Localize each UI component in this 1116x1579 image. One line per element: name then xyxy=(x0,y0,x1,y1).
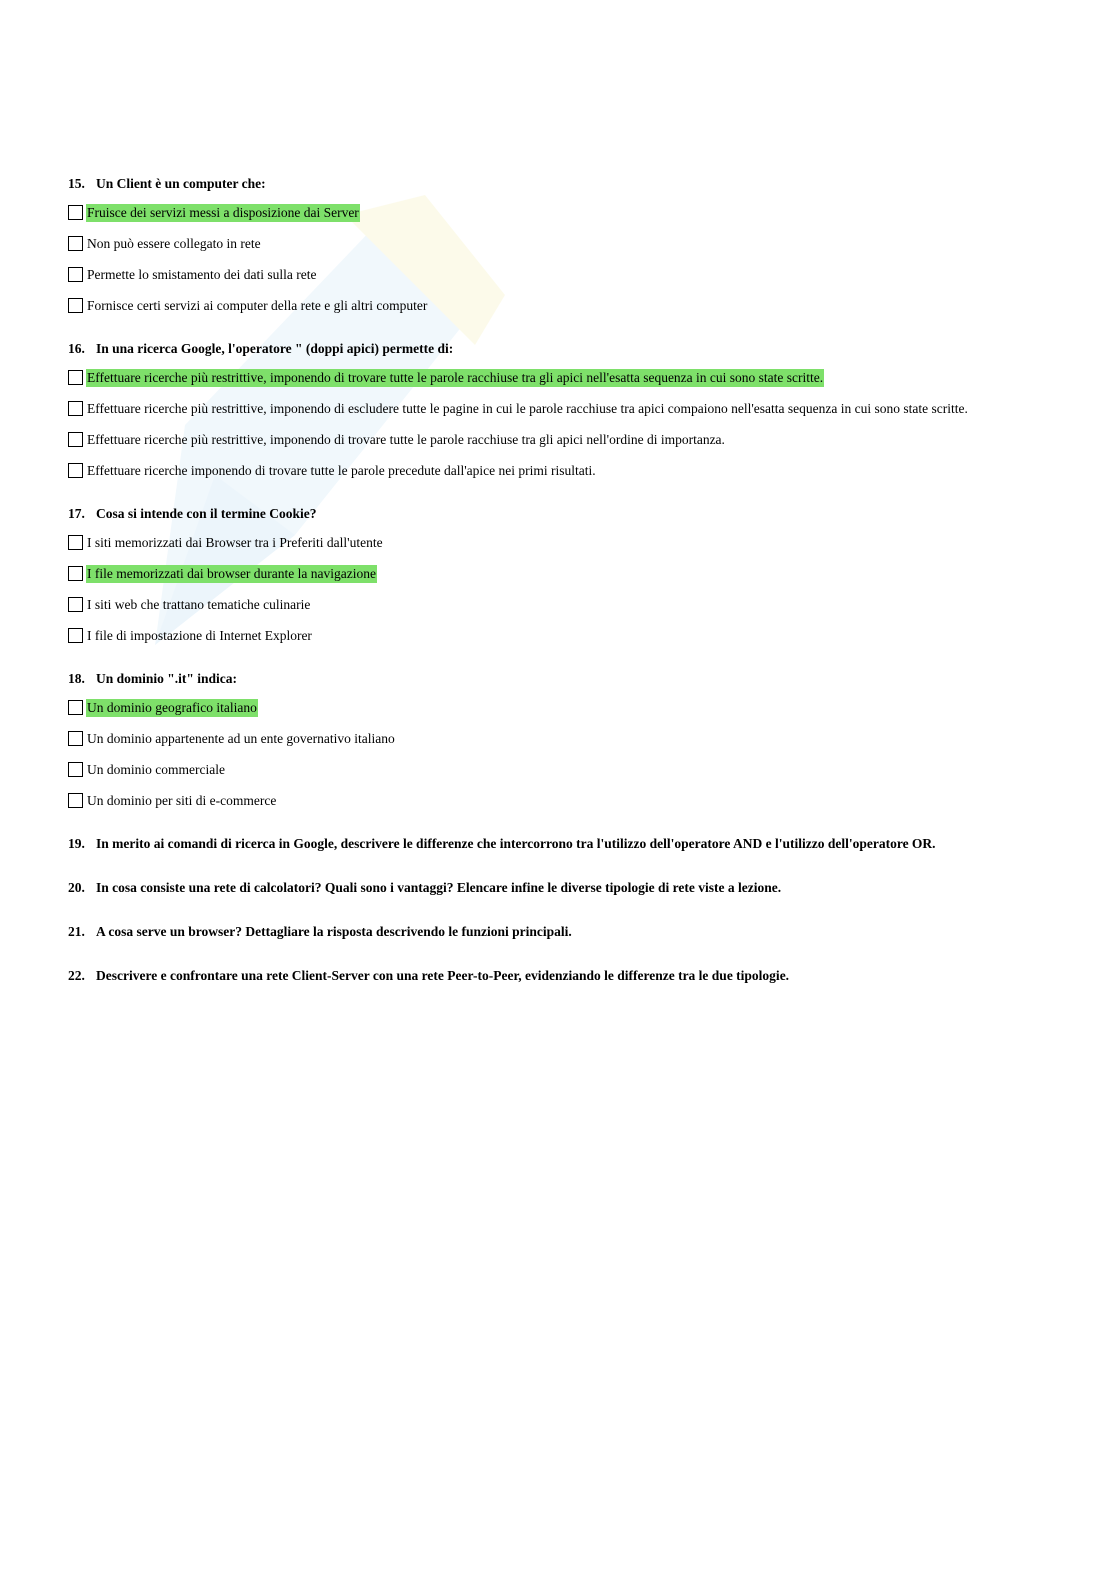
option-text: Non può essere collegato in rete xyxy=(87,235,261,251)
checkbox[interactable] xyxy=(68,628,83,643)
open-question-22 xyxy=(68,968,1068,984)
checkbox[interactable] xyxy=(68,700,83,715)
option-text: Un dominio commerciale xyxy=(87,761,225,777)
question-text: Cosa si intende con il termine Cookie? xyxy=(96,506,317,521)
question-number: 16. xyxy=(68,341,85,356)
option-text: I file di impostazione di Internet Explorer xyxy=(87,627,312,643)
question-number: 17. xyxy=(68,506,85,521)
question-text: In cosa consiste una rete di calcolatori? Quali sono i vantaggi? Elencare infine le diverse tipologie di rete viste a lezione. xyxy=(96,880,782,895)
question-16 xyxy=(68,341,1068,506)
option-text: Un dominio geografico italiano xyxy=(87,699,257,715)
question-number: 18. xyxy=(68,671,85,686)
option-text: I siti web che trattano tematiche culinarie xyxy=(87,596,311,612)
option-text: Effettuare ricerche più restrittive, imponendo di trovare tutte le parole racchiuse tra gli apici nell'esatta sequenza in cui sono state scritte. xyxy=(87,369,824,385)
checkbox[interactable] xyxy=(68,205,83,220)
answer-option[interactable] xyxy=(68,594,1068,615)
question-number: 20. xyxy=(68,880,85,895)
question-text: A cosa serve un browser? Dettagliare la risposta descrivendo le funzioni principali. xyxy=(96,924,572,939)
answer-option[interactable] xyxy=(68,367,1068,388)
option-text: Fornisce certi servizi ai computer della rete e gli altri computer xyxy=(87,297,428,313)
option-text: Permette lo smistamento dei dati sulla rete xyxy=(87,266,317,282)
option-text: Effettuare ricerche più restrittive, imponendo di trovare tutte le parole racchiuse tra gli apici nell'ordine di importanza. xyxy=(87,431,725,447)
open-question-19 xyxy=(68,836,1068,852)
answer-option[interactable] xyxy=(68,790,1068,811)
checkbox[interactable] xyxy=(68,597,83,612)
checkbox[interactable] xyxy=(68,731,83,746)
answer-option[interactable] xyxy=(68,460,1068,481)
checkbox[interactable] xyxy=(68,401,83,416)
question-text: In una ricerca Google, l'operatore " (doppi apici) permette di: xyxy=(96,341,454,356)
answer-option[interactable] xyxy=(68,429,1068,450)
checkbox[interactable] xyxy=(68,432,83,447)
question-number: 21. xyxy=(68,924,85,939)
option-text: Un dominio per siti di e-commerce xyxy=(87,792,277,808)
question-text: Un dominio ".it" indica: xyxy=(96,671,238,686)
open-question-21 xyxy=(68,924,1068,940)
question-heading xyxy=(68,176,1068,192)
checkbox[interactable] xyxy=(68,370,83,385)
checkbox[interactable] xyxy=(68,566,83,581)
checkbox[interactable] xyxy=(68,267,83,282)
option-text: Effettuare ricerche imponendo di trovare tutte le parole precedute dall'apice nei primi risultati. xyxy=(87,462,596,478)
checkbox[interactable] xyxy=(68,793,83,808)
answer-option[interactable] xyxy=(68,697,1068,718)
answer-option[interactable] xyxy=(68,563,1068,584)
answer-option[interactable] xyxy=(68,398,1068,419)
question-18 xyxy=(68,671,1068,836)
answer-option[interactable] xyxy=(68,532,1068,553)
option-text: Un dominio appartenente ad un ente governativo italiano xyxy=(87,730,395,746)
question-text: Un Client è un computer che: xyxy=(96,176,266,191)
question-number: 19. xyxy=(68,836,85,851)
question-heading xyxy=(68,671,1068,687)
option-text: I siti memorizzati dai Browser tra i Preferiti dall'utente xyxy=(87,534,383,550)
answer-option[interactable] xyxy=(68,295,1068,316)
question-17 xyxy=(68,506,1068,671)
answer-option[interactable] xyxy=(68,233,1068,254)
answer-option[interactable] xyxy=(68,202,1068,223)
question-text: Descrivere e confrontare una rete Client-Server con una rete Peer-to-Peer, evidenziando le differenze tra le due tipologie. xyxy=(96,968,790,983)
answer-option[interactable] xyxy=(68,759,1068,780)
checkbox[interactable] xyxy=(68,236,83,251)
checkbox[interactable] xyxy=(68,762,83,777)
option-text: Fruisce dei servizi messi a disposizione dai Server xyxy=(87,204,359,220)
answer-option[interactable] xyxy=(68,264,1068,285)
checkbox[interactable] xyxy=(68,298,83,313)
document-content xyxy=(68,176,1068,1012)
question-heading xyxy=(68,341,1068,357)
question-number: 15. xyxy=(68,176,85,191)
question-text: In merito ai comandi di ricerca in Google, descrivere le differenze che intercorrono tra l'utilizzo dell'operatore AND e l'utilizzo dell'operatore OR. xyxy=(96,836,936,851)
option-text: Effettuare ricerche più restrittive, imponendo di escludere tutte le pagine in cui le parole racchiuse tra apici compaiono nell'esatta sequenza in cui sono state scritte. xyxy=(87,400,968,416)
question-15 xyxy=(68,176,1068,341)
question-heading xyxy=(68,506,1068,522)
checkbox[interactable] xyxy=(68,463,83,478)
option-text: I file memorizzati dai browser durante la navigazione xyxy=(87,565,376,581)
question-number: 22. xyxy=(68,968,85,983)
open-question-20 xyxy=(68,880,1068,896)
answer-option[interactable] xyxy=(68,728,1068,749)
answer-option[interactable] xyxy=(68,625,1068,646)
checkbox[interactable] xyxy=(68,535,83,550)
